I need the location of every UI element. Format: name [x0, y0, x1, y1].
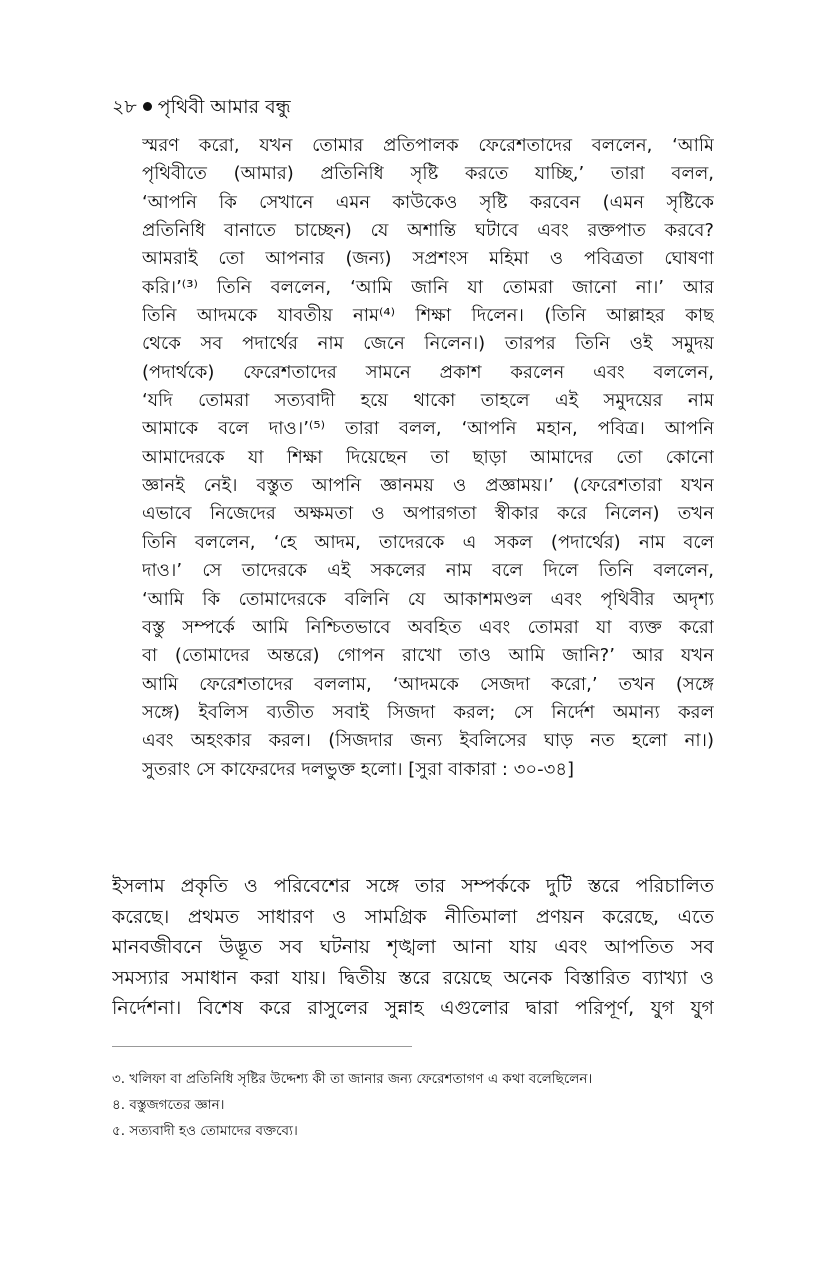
body-line: মানবজীবনে উদ্ভূত সব ঘটনায় শৃঙ্খলা আনা যায় এবং আপতিত সব: [112, 936, 714, 959]
footnote-divider: [112, 1046, 412, 1047]
quote-line: স্মরণ করো, যখন তোমার প্রতিপালক ফেরেশতাদের বললেন, ‘আমি: [142, 135, 714, 156]
quote-line: আমাদেরকে যা শিক্ষা দিয়েছেন তা ছাড়া আমাদের তো কোনো: [142, 446, 714, 468]
quote-line: (পদার্থকে) ফেরেশতাদের সামনে প্রকাশ করলেন এবং বললেন,: [142, 361, 714, 383]
quote-line: আমি ফেরেশতাদের বললাম, ‘আদমকে সেজদা করো,’ তখন (সঙ্গে: [142, 673, 714, 695]
quote-line: ‘যদি তোমরা সত্যবাদী হয়ে থাকো তাহলে এই সমুদয়ের নাম: [142, 390, 714, 412]
footnote: ৪. বস্তুজগতের জ্ঞান।: [112, 1097, 225, 1113]
page-number: ২৮: [112, 96, 137, 118]
quote-line: তিনি বললেন, ‘হে আদম, তাদেরকে এ সকল (পদার্থের) নাম বলে: [142, 531, 714, 553]
quote-line: এভাবে নিজেদের অক্ষমতা ও অপারগতা স্বীকার করে নিলেন) তখন: [142, 503, 714, 525]
quote-line: প্রতিনিধি বানাতে চাচ্ছেন) যে অশান্তি ঘটাবে এবং রক্তপাত করবে?: [142, 220, 714, 242]
quran-quotation: [142, 132, 714, 784]
quote-line: তিনি আদমকে যাবতীয় নাম⁽⁴⁾ শিক্ষা দিলেন। (তিনি আল্লাহর কাছ: [142, 305, 714, 327]
quote-line: পৃথিবীতে (আমার) প্রতিনিধি সৃষ্টি করতে যাচ্ছি,’ তারা বলল,: [142, 163, 714, 185]
quote-line: ‘আমি কি তোমাদেরকে বলিনি যে আকাশমণ্ডল এবং পৃথিবীর অদৃশ্য: [142, 588, 714, 610]
body-line: ইসলাম প্রকৃতি ও পরিবেশের সঙ্গে তার সম্পর্ককে দুটি স্তরে পরিচালিত: [112, 875, 714, 897]
body-line: সমস্যার সমাধান করা যায়। দ্বিতীয় স্তরে রয়েছে অনেক বিস্তারিত ব্যাখ্যা ও: [112, 966, 714, 989]
body-paragraph: [112, 871, 714, 1024]
quote-line: আমাকে বলে দাও।’⁽⁵⁾ তারা বলল, ‘আপনি মহান, পবিত্র। আপনি: [142, 418, 714, 440]
quote-line: বস্তু সম্পর্কে আমি নিশ্চিতভাবে অবহিত এবং তোমরা যা ব্যক্ত করো: [142, 616, 714, 638]
footnote: ৩. খলিফা বা প্রতিনিধি সৃষ্টির উদ্দেশ্য কী তা জানার জন্য ফেরেশতাগণ এ কথা বলেছিলেন।: [112, 1071, 593, 1087]
quote-line: থেকে সব পদার্থের নাম জেনে নিলেন।) তারপর তিনি ওই সমুদয়: [142, 333, 714, 355]
quote-line: জ্ঞানই নেই। বস্তুত আপনি জ্ঞানময় ও প্রজ্ঞাময়।’ (ফেরেশতারা যখন: [142, 475, 714, 497]
quote-line: সঙ্গে) ইবলিস ব্যতীত সবাই সিজদা করল; সে নির্দেশ অমান্য করল: [142, 701, 714, 723]
running-title: পৃথিবী আমার বন্ধু: [157, 96, 291, 118]
quote-line: এবং অহংকার করল। (সিজদার জন্য ইবলিসের ঘাড় নত হলো না।): [142, 730, 714, 752]
footnotes: [112, 1066, 714, 1144]
quote-line: ‘আপনি কি সেখানে এমন কাউকেও সৃষ্টি করবেন (এমন সৃষ্টিকে: [142, 191, 714, 213]
quote-line: আমরাই তো আপনার (জন্য) সপ্রশংস মহিমা ও পবিত্রতা ঘোষণা: [142, 248, 714, 270]
body-line: করেছে। প্রথমত সাধারণ ও সামগ্রিক নীতিমালা প্রণয়ন করেছে, এতে: [112, 905, 714, 928]
quote-line: সুতরাং সে কাফেরদের দলভুক্ত হলো। [সুরা বাকারা : ৩০-৩৪]: [142, 758, 575, 780]
footnote: ৫. সত্যবাদী হও তোমাদের বক্তব্যে।: [112, 1123, 298, 1139]
quote-line: বা (তোমাদের অন্তরে) গোপন রাখো তাও আমি জানি?’ আর যখন: [142, 645, 714, 667]
quote-line: দাও।’ সে তাদেরকে এই সকলের নাম বলে দিলে তিনি বললেন,: [142, 560, 714, 582]
quote-line: করি।’⁽³⁾ তিনি বললেন, ‘আমি জানি যা তোমরা জানো না।’ আর: [142, 276, 714, 298]
body-line: নির্দেশনা। বিশেষ করে রাসুলের সুন্নাহ এগুলোর দ্বারা পরিপূর্ণ, যুগ যুগ: [112, 997, 714, 1020]
bullet-separator-icon: [143, 102, 152, 111]
running-header: [112, 94, 291, 120]
